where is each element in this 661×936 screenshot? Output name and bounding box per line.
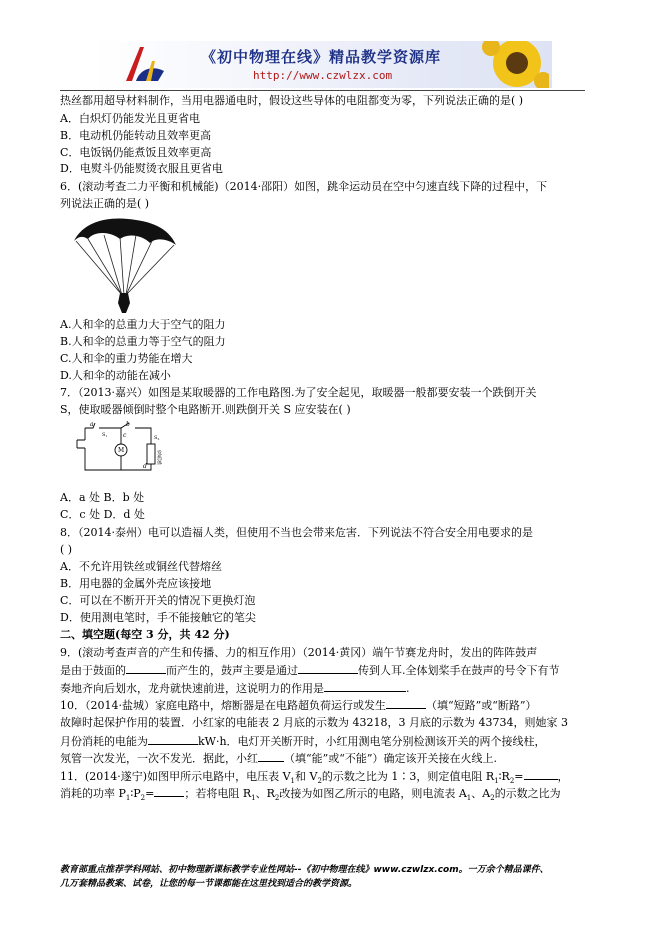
header-banner (93, 41, 552, 88)
option-line: A．不允许用铁丝或铜丝代替熔丝 (60, 560, 222, 573)
question-11: 11．(2014·遂宁)如图甲所示电路中，电压表 $V_1$和 $V_2$的示数之比为 1∶3，则定值电阻 $R_1∶R_2=$ ， (60, 770, 569, 786)
header-rule (60, 90, 585, 91)
option-line: D．电熨斗仍能熨烫衣服且更省电 (60, 162, 223, 175)
option-line: B．用电器的金属外壳应该接地 (60, 577, 212, 590)
answer-blank[interactable] (258, 751, 284, 762)
answer-blank[interactable] (148, 734, 198, 745)
text-line: 氖管一次发光，一次不发光．据此，小红 （填“能”或“不能”）确定该开关接在火线上. (60, 752, 497, 765)
banner-title: 《初中物理在线》精品教学资源库 (201, 48, 442, 66)
text-line: 月份消耗的电能为 kW·h．电灯开关断开时，小红用测电笔分别检测该开关的两个接线柱， (60, 735, 546, 748)
answer-blank[interactable] (386, 698, 426, 709)
option-line: D.人和伞的动能在减小 (60, 369, 171, 382)
question-9: 9．(滚动考查声音的产生和传播、力的相互作用）（2014·黄冈）端午节赛龙舟时，发出的阵阵鼓声 (60, 646, 538, 659)
answer-blank[interactable] (324, 681, 406, 692)
question-10: 10．（2014·盐城）家庭电路中，熔断器是在电路超负荷运行或发生 （填“短路”或“断路”） (60, 699, 537, 712)
text-line: 是由于鼓面的 而产生的，鼓声主要是通过 传到人耳.全体划桨手在鼓声的号令下有节 (60, 664, 560, 677)
site-logo-icon (118, 41, 178, 88)
text-line: 热丝都用超导材料制作，当用电器通电时，假设这些导体的电阻都变为零，下列说法正确的是( ) (60, 94, 524, 107)
section-heading: 二、填空题(每空 3 分，共 42 分) (60, 628, 230, 641)
option-line: C．电饭锅仍能煮饭且效率更高 (60, 146, 212, 159)
option-line: B．电动机仍能转动且效率更高 (60, 129, 212, 142)
option-line: D．使用测电笔时，手不能接触它的笔尖 (60, 611, 256, 624)
sunflower-icon (479, 41, 549, 88)
label-c: c (123, 432, 127, 439)
answer-blank[interactable] (126, 663, 166, 674)
parachute-image (70, 215, 180, 315)
option-line: A.人和伞的总重力大于空气的阻力 (60, 318, 226, 331)
label-d: d (143, 463, 147, 470)
option-line: A．a 处 B．b 处 (60, 491, 145, 504)
answer-blank[interactable] (298, 663, 358, 674)
banner-url: http://www.czwlzx.com (253, 69, 393, 82)
label-a: a (90, 421, 94, 428)
label-s2: $S_2$ (154, 435, 160, 441)
footer-line: 教育部重点推荐学科网站、初中物理新课标教学专业性网站--《初中物理在线》www.czwlzx.com。一万余个精品课件、 (60, 865, 549, 875)
motor-label: M (118, 447, 125, 454)
question-8: 8．（2014·泰州）电可以造福人类，但使用不当也会带来危害．下列说法不符合安全用电要求的是 (60, 526, 533, 539)
option-line: A．白炽灯仍能发光且更省电 (60, 112, 200, 125)
question-7: 7．（2013·嘉兴）如图是某取暖器的工作电路图.为了安全起见，取暖器一般都要安装一个跌倒开关 (60, 386, 537, 399)
heater-label: 发热体 (156, 450, 162, 465)
text-line: ( ) (60, 543, 73, 556)
footer-line: 几万套精品教案、试卷，让您的每一节课都能在这里找到适合的教学资源。 (60, 879, 358, 889)
option-line: C．可以在不断开开关的情况下更换灯泡 (60, 594, 256, 607)
answer-blank[interactable] (524, 769, 558, 780)
label-b: b (126, 421, 130, 428)
answer-blank[interactable] (154, 786, 184, 797)
option-line: C．c 处 D．d 处 (60, 508, 145, 521)
text-line: 列说法正确的是( ) (60, 197, 150, 210)
question-6: 6．(滚动考查二力平衡和机械能)（2014·邵阳）如图，跳伞运动员在空中匀速直线下降的过程中，下 (60, 180, 548, 193)
label-s1: $S_1$ (102, 432, 108, 438)
heater-circuit-diagram (63, 420, 183, 480)
option-line: B.人和伞的总重力等于空气的阻力 (60, 335, 226, 348)
text-line: 消耗的功率 $P_1∶P_2=$ ；若将电阻 $R_1$、$R_2$改接为如图乙所示的电路，则电流表 $A_1$、$A_2$的示数之比为 (60, 787, 561, 803)
text-line: S，使取暖器倾倒时整个电路断开.则跌倒开关 S 应安装在( ) (60, 403, 351, 416)
text-line: 故障时起保护作用的装置．小红家的电能表 2 月底的示数为 43218，3 月底的示数为 43734，则她家 3 (60, 716, 568, 729)
text-line: 奏地齐向后划水，龙舟就快速前进，这说明力的作用是 . (60, 682, 410, 695)
option-line: C.人和伞的重力势能在增大 (60, 352, 193, 365)
